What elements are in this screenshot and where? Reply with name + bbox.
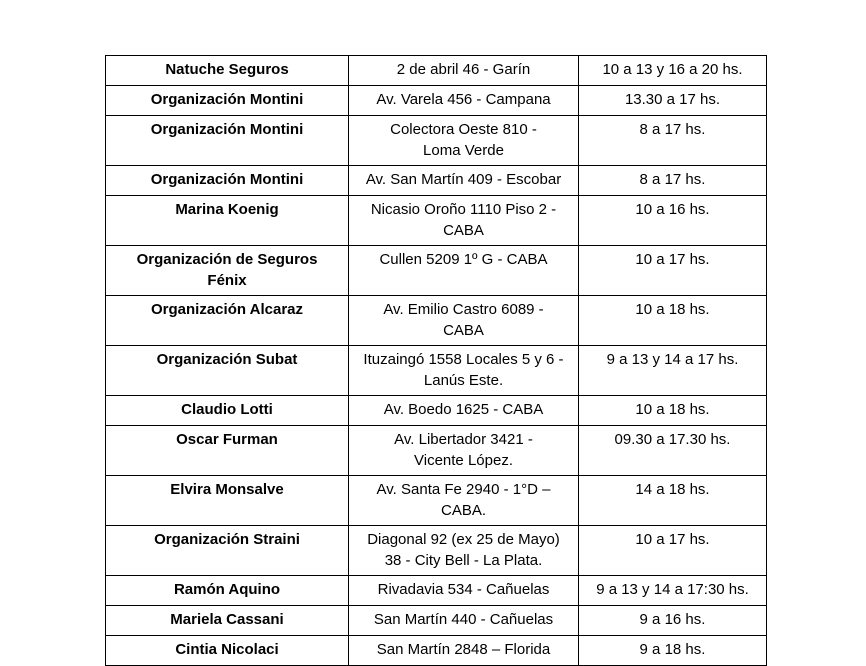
hours-cell: 8 a 17 hs. <box>579 116 767 166</box>
address-cell <box>349 346 579 396</box>
hours-cell: 13.30 a 17 hs. <box>579 86 767 116</box>
address-cell <box>349 196 579 246</box>
office-name-cell <box>106 196 349 246</box>
office-name-cell <box>106 116 349 166</box>
hours-cell: 9 a 13 y 14 a 17:30 hs. <box>579 576 767 606</box>
table-row <box>106 576 767 606</box>
table-row <box>106 86 767 116</box>
address-cell <box>349 636 579 666</box>
address-cell <box>349 56 579 86</box>
address-line: Vicente López. <box>414 452 513 469</box>
office-name-cell <box>106 476 349 526</box>
address-line: 38 - City Bell - La Plata. <box>384 552 543 569</box>
table-row <box>106 396 767 426</box>
office-name-line: Organización Subat <box>156 351 298 368</box>
address-cell <box>349 606 579 636</box>
table-row <box>106 476 767 526</box>
hours-cell: 9 a 18 hs. <box>579 636 767 666</box>
address-line: San Martín 2848 – Florida <box>376 641 551 658</box>
address-line: Av. Varela 456 - Campana <box>376 91 551 108</box>
office-name-line: Claudio Lotti <box>181 401 273 418</box>
address-cell <box>349 396 579 426</box>
address-line: Av. San Martín 409 - Escobar <box>365 171 562 188</box>
address-line: Colectora Oeste 810 - <box>390 121 537 138</box>
office-name-line: Organización Montini <box>150 91 304 108</box>
office-name-cell <box>106 56 349 86</box>
table-row <box>106 426 767 476</box>
table-row <box>106 196 767 246</box>
office-name-cell <box>106 526 349 576</box>
address-line: 2 de abril 46 - Garín <box>396 61 531 78</box>
office-name-line: Organización Montini <box>150 121 304 138</box>
office-name-cell <box>106 246 349 296</box>
office-name-cell <box>106 396 349 426</box>
table-row <box>106 526 767 576</box>
hours-cell: 9 a 13 y 14 a 17 hs. <box>579 346 767 396</box>
office-name-line: Organización Montini <box>150 171 304 188</box>
address-line: Ituzaingó 1558 Locales 5 y 6 - <box>363 351 564 368</box>
hours-cell: 10 a 17 hs. <box>579 246 767 296</box>
address-line: Av. Santa Fe 2940 - 1°D – <box>376 481 551 498</box>
address-line: Diagonal 92 (ex 25 de Mayo) <box>367 531 560 548</box>
address-line: San Martín 440 - Cañuelas <box>373 611 554 628</box>
office-name-cell <box>106 606 349 636</box>
hours-cell: 09.30 a 17.30 hs. <box>579 426 767 476</box>
office-name-cell <box>106 166 349 196</box>
hours-cell: 10 a 18 hs. <box>579 296 767 346</box>
office-name-line: Organización de Seguros <box>136 251 318 268</box>
office-name-cell <box>106 346 349 396</box>
office-name-cell <box>106 576 349 606</box>
office-name-line: Oscar Furman <box>176 431 278 448</box>
address-line: Loma Verde <box>423 142 504 159</box>
office-name-line: Organización Alcaraz <box>151 301 303 318</box>
address-line: Av. Emilio Castro 6089 - <box>383 301 544 318</box>
office-name-line: Cintia Nicolaci <box>175 641 279 658</box>
address-line: CABA. <box>440 502 486 519</box>
hours-cell: 8 a 17 hs. <box>579 166 767 196</box>
office-name-line: Organización Straini <box>154 531 300 548</box>
address-cell <box>349 576 579 606</box>
offices-sheet <box>105 55 766 666</box>
table-row <box>106 636 767 666</box>
office-name-line: Natuche Seguros <box>165 61 289 78</box>
hours-cell: 10 a 16 hs. <box>579 196 767 246</box>
office-name-line: Fénix <box>207 272 247 289</box>
table-row <box>106 56 767 86</box>
office-name-cell <box>106 296 349 346</box>
address-line: Av. Libertador 3421 - <box>394 431 533 448</box>
address-cell <box>349 246 579 296</box>
table-row <box>106 116 767 166</box>
offices-table-body <box>106 56 767 666</box>
address-cell <box>349 296 579 346</box>
address-line: CABA <box>443 322 484 339</box>
address-line: Av. Boedo 1625 - CABA <box>383 401 544 418</box>
address-cell <box>349 116 579 166</box>
table-row <box>106 606 767 636</box>
address-line: Rivadavia 534 - Cañuelas <box>377 581 550 598</box>
office-name-line: Marina Koenig <box>175 201 279 218</box>
address-cell <box>349 526 579 576</box>
address-line: Cullen 5209 1º G - CABA <box>379 251 548 268</box>
address-line: Nicasio Oroño 1110 Piso 2 - <box>370 201 557 218</box>
table-row <box>106 246 767 296</box>
hours-cell: 10 a 18 hs. <box>579 396 767 426</box>
table-row <box>106 346 767 396</box>
office-name-line: Ramón Aquino <box>173 581 281 598</box>
office-name-cell <box>106 86 349 116</box>
address-line: CABA <box>443 222 484 239</box>
hours-cell: 10 a 17 hs. <box>579 526 767 576</box>
hours-cell: 10 a 13 y 16 a 20 hs. <box>579 56 767 86</box>
hours-cell: 14 a 18 hs. <box>579 476 767 526</box>
office-name-cell <box>106 636 349 666</box>
office-name-cell <box>106 426 349 476</box>
hours-cell: 9 a 16 hs. <box>579 606 767 636</box>
office-name-line: Elvira Monsalve <box>170 481 284 498</box>
address-cell <box>349 166 579 196</box>
address-line: Lanús Este. <box>423 372 504 389</box>
offices-table <box>105 55 767 666</box>
table-row <box>106 166 767 196</box>
address-cell <box>349 476 579 526</box>
address-cell <box>349 86 579 116</box>
address-cell <box>349 426 579 476</box>
table-row <box>106 296 767 346</box>
office-name-line: Mariela Cassani <box>170 611 284 628</box>
